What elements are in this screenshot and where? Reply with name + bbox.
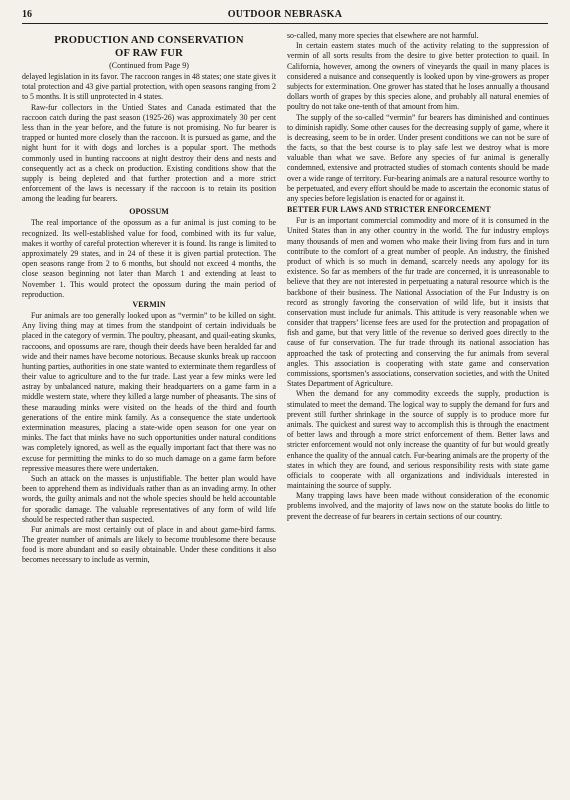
paragraph: In certain eastern states much of the activity relating to the suppression of vermin of all sorts results from the desire to give better protection to quail. In California, however, among the owners of vineyards the quail in many places is considered a nuisance and consequently is looked upon by vine-growers as proper subjects for extermination. One grower has stated that he loses annually a thousand dollars worth of grapes by this species alone, and probably all natural enemies of poultry do not take one-tenth of that amount from him. [287, 41, 549, 112]
page-header [22, 7, 548, 24]
continued-note: (Continued from Page 9) [109, 61, 189, 70]
paragraph: The real importance of the opossum as a fur animal is just coming to be recognized. Its well-established value for food, combined with its fur value, makes it worthy of careful protection wherever it is found. Its range is limited to approximately 29 states, and in 24 of these it is given partial protection. The open seasons range from 2 to 6 months, but should not exceed 4 months, the close season beginning not later than March 1 and extending at least to November 1. This would protect the opossum during the main period of reproduction. [22, 218, 276, 299]
paragraph: so-called, many more species that elsewhere are not harmful. [287, 31, 479, 40]
section-heading-vermin: VERMIN [132, 299, 166, 309]
page-number: 16 [22, 9, 32, 20]
publication-title: OUTDOOR NEBRASKA [227, 9, 343, 20]
paragraph: Raw-fur collectors in the Untied States and Canada estimated that the raccoon catch during the past season (1925-26) was approximately 30 per cent less than in the year before, and the future is not promising. No fur bearer is trapped or hunted more closely than the raccoon. It is pursued as game, and the night hunt for it with dogs and lorches is a popular sport. The methods commonly used in hunting raccoons at night destroy their dens and nests and consequently act as a check on production. Existing conditions show that the supply is being depleted and that further protection and a more strict enforcement of the laws is necessary if the raccoon is to retain its position among the leading fur bearers. [22, 102, 276, 204]
section-heading-opossum: OPOSSUM [129, 207, 169, 217]
paragraph: The supply of the so-called “vermin” fur bearers has diminished and continues to diminish rapidly. Some other causes for the decreasing supply of game, where it is decreasing, seem to be in order. Under present conditions we can not be sure of the facts, so that the best course is to play safe lest we destroy what is more valuable than what we save. Before any species of fur animal is generally condemned, extensive and protracted studies of stomach contents should be made over a wide range of territory. Fur-bearing animals are a natural resource worthy to be perpetuated, and every effort should be made to ascertain the economic status of any species before legislation is enacted for or against it. [287, 112, 549, 203]
section-heading-better-fur-laws: BETTER FUR LAWS AND STRICTER ENFORCEMENT [287, 205, 491, 215]
paragraph: Many trapping laws have been made without consideration of the economic problems involved, and the majority of laws now on the statute books do little to prevent the decrease of fur bearers in certain sections of our country. [287, 491, 549, 521]
paragraph: Fur animals are most certainly out of place in and about game-bird farms. The greater number of animals are likely to become troublesome there because food is more abundant and so easily obtainable. Under these conditions it also becomes necessary to include as vermin, [22, 524, 276, 565]
paragraph: delayed legislation in its favor. The raccoon ranges in 48 states; one state gives it total protection and 43 give partial protection, with open seasons ranging from 2 to 5 months. It is still unprotected in 4 states. [22, 72, 276, 102]
right-column [287, 31, 549, 794]
paragraph: Fur animals are too generally looked upon as “vermin” to be killed on sight. Any living thing may at times from the standpoint of certain individuals be placed in the category of vermin. The poultry, pheasant, and quail-eating skunks, raccoons, and opossums are rare, though their deeds have been heralded far and wide and their names have become notorious. Because skunks break up raccoon hunting parties, authorities in one state wanted to exterminate them regardless of their value to agriculture and to the fur trade. Last year a few minks were led astray by unbalanced nature, making their headquarters on a game farm in a middle western state, where they killed a large number of pheasants. The sins of these marauding minks were visited on the heads of the third and fourth generations of the entire mink family. As a consequence the state undertook extermination measures, placing a state-wide open season for one year on minks. The fact that minks have no such opportunities under natural conditions was completely ignored, as well as the equally important fact that there was no excuse for permitting the minks to do so much damage on a game farm before repressive measures there were undertaken. [22, 310, 276, 473]
left-column [22, 35, 276, 794]
paragraph: Such an attack on the masses is unjustifiable. The better plan would have been to apprehend them as individuals rather than as an invading army. In other words, the guilty animals and not the whole species should be held accountable for sporadic damage. The valuable representatives of any form of wild life should be respected rather than suspected. [22, 473, 276, 524]
paragraph: When the demand for any commodity exceeds the supply, production is stimulated to meet the demand. The logical way to supply the demand for furs and prevent still further shrinkage in the source of supply is to produce more fur animals. The quickest and surest way to accomplish this is through the enactment of better laws and through a more strict enforcement of them. Better laws and stricter enforcement would not only increase the quantity of fur but would greatly enhance the quality of the annual catch. Fur-bearing animals are the property of the states in which they are found, and serious responsibility rests with state game officials to cooperate with all organizations and individuals interested in maintaining the source of supply. [287, 389, 549, 491]
paragraph: Fur is an important commercial commodity and more of it is consumed in the United States than in any other country in the world. The fur industry employs many thousands of men and women who make their living from furs and in turn contribute to the comfort of a great number of people. An industry, the finished product of which is so much in demand, scarcely needs any apology for its existence. So far as members of the fur trade are concerned, it is unreasonable to believe that they are not interested in perpetuating a natural resource which is the backbone of their business. The National Association of the Fur Industry is on record as strongly favoring the conservation of wild life, but it insists that conservation must include fur animals. This attitude is very reasonable when we consider that trappers’ license fees are used for the protection and propagation of fish and game, but that very little of the revenue so derived goes directly to the cause of fur conservation. The fur trade through its national association has approached the task of protecting and conserving the fur animals from several angles. This association is cooperating with state game and conservation commissions, sportsmen’s associations, conservation societies, and with the United States Department of Agriculture. [287, 216, 549, 389]
article-title-line1: PRODUCTION AND CONSERVATION [54, 35, 244, 46]
article-title-line2: OF RAW FUR [115, 48, 183, 59]
